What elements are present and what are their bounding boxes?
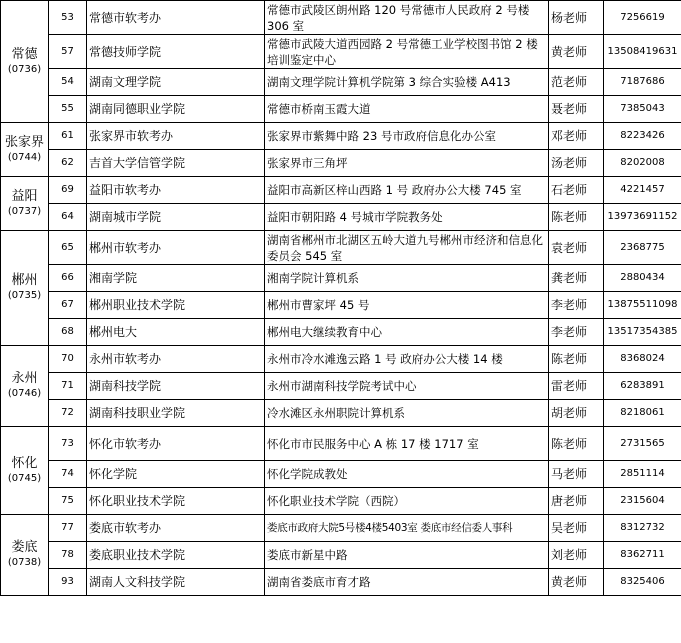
table-row <box>1 346 681 373</box>
contact-person: 雷老师 <box>549 373 604 400</box>
site-address: 娄底市新星中路 <box>265 542 549 569</box>
site-number: 93 <box>49 569 87 596</box>
site-name: 常德技师学院 <box>87 35 265 69</box>
site-address: 益阳市朝阳路 4 号城市学院教务处 <box>265 204 549 231</box>
area-code: (0746) <box>7 388 42 399</box>
site-number: 57 <box>49 35 87 69</box>
contact-person: 杨老师 <box>549 1 604 35</box>
city-cell <box>1 346 49 427</box>
table-row <box>1 373 681 400</box>
phone-number: 2880434 <box>604 265 681 292</box>
table-row <box>1 542 681 569</box>
city-name: 益阳 <box>11 188 38 204</box>
site-name: 湖南科技学院 <box>87 373 265 400</box>
city-name: 怀化 <box>11 455 38 471</box>
area-code: (0738) <box>7 557 42 568</box>
site-number: 64 <box>49 204 87 231</box>
site-address: 娄底市政府大院5号楼4楼5403室 娄底市经信委人事科 <box>265 515 549 542</box>
site-name: 郴州市软考办 <box>87 231 265 265</box>
site-address: 永州市湖南科技学院考试中心 <box>265 373 549 400</box>
phone-number: 7256619 <box>604 1 681 35</box>
site-address: 怀化市市民服务中心 A 栋 17 楼 1717 室 <box>265 427 549 461</box>
site-number: 74 <box>49 461 87 488</box>
site-number: 72 <box>49 400 87 427</box>
city-name: 张家界 <box>4 134 44 150</box>
contact-person: 袁老师 <box>549 231 604 265</box>
phone-number: 13508419631 <box>604 35 681 69</box>
table-row <box>1 488 681 515</box>
table-row <box>1 265 681 292</box>
area-code: (0736) <box>7 63 42 75</box>
table-row <box>1 231 681 265</box>
site-name: 张家界市软考办 <box>87 123 265 150</box>
site-number: 65 <box>49 231 87 265</box>
site-number: 77 <box>49 515 87 542</box>
table-row <box>1 69 681 96</box>
area-code: (0735) <box>7 290 42 301</box>
site-name: 郴州职业技术学院 <box>87 292 265 319</box>
site-address: 冷水滩区永州职院计算机系 <box>265 400 549 427</box>
contact-person: 刘老师 <box>549 542 604 569</box>
site-number: 66 <box>49 265 87 292</box>
table-row <box>1 515 681 542</box>
contact-person: 邓老师 <box>549 123 604 150</box>
table-row <box>1 427 681 461</box>
phone-number: 2731565 <box>604 427 681 461</box>
contact-person: 聂老师 <box>549 96 604 123</box>
site-address: 张家界市三角坪 <box>265 150 549 177</box>
phone-number: 4221457 <box>604 177 681 204</box>
phone-number: 13875511098 <box>604 292 681 319</box>
site-number: 73 <box>49 427 87 461</box>
site-number: 68 <box>49 319 87 346</box>
site-address: 常德市桥南玉霞大道 <box>265 96 549 123</box>
contact-person: 唐老师 <box>549 488 604 515</box>
site-number: 61 <box>49 123 87 150</box>
site-address: 湘南学院计算机系 <box>265 265 549 292</box>
contact-person: 李老师 <box>549 292 604 319</box>
phone-number: 8223426 <box>604 123 681 150</box>
site-address: 湖南文理学院计算机学院第 3 综合实验楼 A413 <box>265 69 549 96</box>
area-code: (0744) <box>7 151 42 163</box>
contact-person: 马老师 <box>549 461 604 488</box>
city-cell <box>1 427 49 515</box>
table-row <box>1 319 681 346</box>
site-name: 湘南学院 <box>87 265 265 292</box>
contact-person: 李老师 <box>549 319 604 346</box>
site-number: 62 <box>49 150 87 177</box>
contact-person: 吴老师 <box>549 515 604 542</box>
table-row <box>1 204 681 231</box>
phone-number: 2851114 <box>604 461 681 488</box>
site-name: 永州市软考办 <box>87 346 265 373</box>
table-row <box>1 123 681 150</box>
phone-number: 8312732 <box>604 515 681 542</box>
site-number: 54 <box>49 69 87 96</box>
table-row <box>1 35 681 69</box>
site-number: 55 <box>49 96 87 123</box>
site-name: 郴州电大 <box>87 319 265 346</box>
phone-number: 2368775 <box>604 231 681 265</box>
table-row <box>1 150 681 177</box>
site-address: 怀化学院成教处 <box>265 461 549 488</box>
site-address: 张家界市紫舞中路 23 号市政府信息化办公室 <box>265 123 549 150</box>
city-cell <box>1 123 49 177</box>
contact-person: 龚老师 <box>549 265 604 292</box>
contact-person: 陈老师 <box>549 427 604 461</box>
site-name: 怀化职业技术学院 <box>87 488 265 515</box>
site-address: 湖南省娄底市育才路 <box>265 569 549 596</box>
area-code: (0745) <box>7 472 42 484</box>
phone-number: 7385043 <box>604 96 681 123</box>
site-name: 湖南人文科技学院 <box>87 569 265 596</box>
city-cell <box>1 515 49 596</box>
phone-number: 13517354385 <box>604 319 681 346</box>
contact-person: 范老师 <box>549 69 604 96</box>
site-number: 75 <box>49 488 87 515</box>
city-cell <box>1 231 49 346</box>
table-row <box>1 96 681 123</box>
table-row <box>1 1 681 35</box>
site-address: 郴州市曹家坪 45 号 <box>265 292 549 319</box>
city-name: 郴州 <box>11 273 38 288</box>
site-name: 吉首大学信管学院 <box>87 150 265 177</box>
site-address: 常德市武陵大道西园路 2 号常德工业学校图书馆 2 楼培训鉴定中心 <box>265 35 549 69</box>
contact-person: 石老师 <box>549 177 604 204</box>
city-name: 永州 <box>11 371 38 386</box>
phone-number: 7187686 <box>604 69 681 96</box>
site-number: 69 <box>49 177 87 204</box>
site-name: 怀化市软考办 <box>87 427 265 461</box>
site-number: 67 <box>49 292 87 319</box>
site-name: 常德市软考办 <box>87 1 265 35</box>
phone-number: 8362711 <box>604 542 681 569</box>
site-address: 常德市武陵区朗州路 120 号常德市人民政府 2 号楼 306 室 <box>265 1 549 35</box>
contact-person: 陈老师 <box>549 204 604 231</box>
contact-person: 汤老师 <box>549 150 604 177</box>
site-address: 郴州电大继续教育中心 <box>265 319 549 346</box>
site-address: 怀化职业技术学院（西院） <box>265 488 549 515</box>
site-name: 湖南文理学院 <box>87 69 265 96</box>
site-address: 湖南省郴州市北湖区五岭大道九号郴州市经济和信息化委员会 545 室 <box>265 231 549 265</box>
phone-number: 8325406 <box>604 569 681 596</box>
city-cell <box>1 1 49 123</box>
site-number: 78 <box>49 542 87 569</box>
site-number: 70 <box>49 346 87 373</box>
phone-number: 8368024 <box>604 346 681 373</box>
contact-person: 黄老师 <box>549 569 604 596</box>
table-row <box>1 569 681 596</box>
site-name: 娄底职业技术学院 <box>87 542 265 569</box>
table-row <box>1 177 681 204</box>
site-name: 娄底市软考办 <box>87 515 265 542</box>
phone-number: 8218061 <box>604 400 681 427</box>
site-number: 71 <box>49 373 87 400</box>
table-row <box>1 461 681 488</box>
table-row <box>1 292 681 319</box>
city-name: 娄底 <box>11 540 38 555</box>
phone-number: 6283891 <box>604 373 681 400</box>
city-cell <box>1 177 49 231</box>
site-name: 益阳市软考办 <box>87 177 265 204</box>
site-name: 湖南科技职业学院 <box>87 400 265 427</box>
phone-number: 8202008 <box>604 150 681 177</box>
site-address: 永州市冷水滩逸云路 1 号 政府办公大楼 14 楼 <box>265 346 549 373</box>
site-name: 湖南同德职业学院 <box>87 96 265 123</box>
site-address: 益阳市高新区梓山西路 1 号 政府办公大楼 745 室 <box>265 177 549 204</box>
phone-number: 2315604 <box>604 488 681 515</box>
contact-person: 陈老师 <box>549 346 604 373</box>
city-name: 常德 <box>11 46 38 62</box>
phone-number: 13973691152 <box>604 204 681 231</box>
table-row <box>1 400 681 427</box>
site-name: 怀化学院 <box>87 461 265 488</box>
site-name: 湖南城市学院 <box>87 204 265 231</box>
contact-person: 黄老师 <box>549 35 604 69</box>
site-number: 53 <box>49 1 87 35</box>
contact-person: 胡老师 <box>549 400 604 427</box>
area-code: (0737) <box>7 205 42 217</box>
